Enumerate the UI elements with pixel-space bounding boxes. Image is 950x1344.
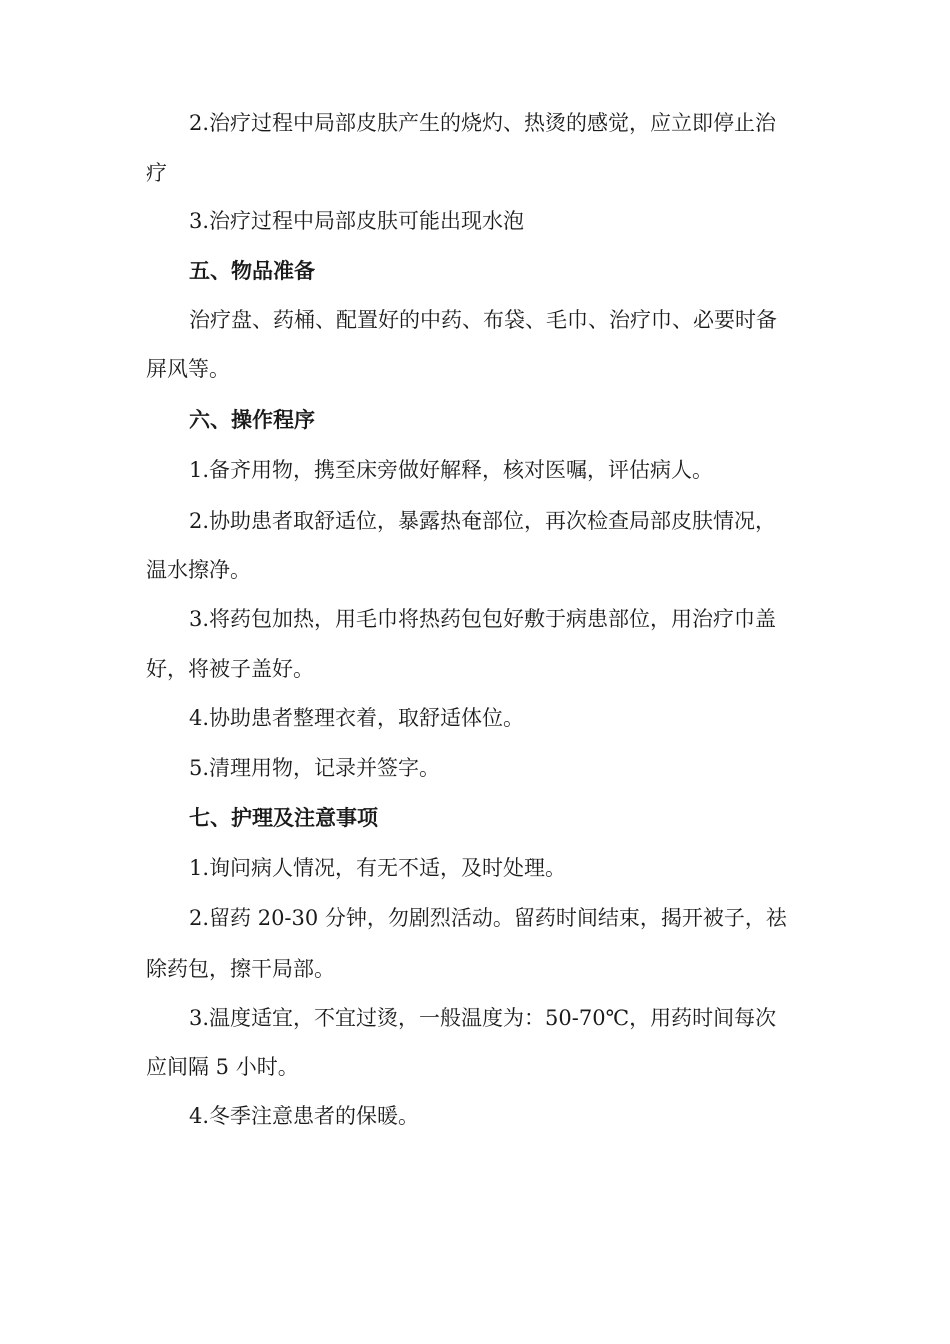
section-heading: 六、操作程序: [189, 407, 315, 432]
paragraph-line: 2.协助患者取舒适位，暴露热奄部位，再次检查局部皮肤情况，: [189, 509, 777, 533]
paragraph-line: 1.备齐用物，携至床旁做好解释，核对医嘱，评估病人。: [189, 458, 714, 482]
paragraph-line: 3.治疗过程中局部皮肤可能出现水泡: [189, 209, 525, 233]
paragraph-line: 应间隔 5 小时。: [146, 1055, 299, 1079]
paragraph-line: 治疗盘、药桶、配置好的中药、布袋、毛巾、治疗巾、必要时备: [189, 308, 777, 332]
paragraph-line: 温水擦净。: [146, 558, 251, 582]
paragraph-line: 2.留药 20-30 分钟，勿剧烈活动。留药时间结束，揭开被子，祛: [189, 906, 787, 930]
section-heading: 五、物品准备: [189, 258, 315, 283]
paragraph-line: 疗: [146, 161, 167, 185]
paragraph-line: 好，将被子盖好。: [146, 657, 314, 681]
paragraph-line: 3.将药包加热，用毛巾将热药包包好敷于病患部位，用治疗巾盖: [189, 607, 777, 631]
paragraph-line: 除药包，擦干局部。: [146, 957, 335, 981]
paragraph-line: 3.温度适宜，不宜过烫，一般温度为：50-70℃，用药时间每次: [189, 1006, 777, 1030]
paragraph-line: 4.冬季注意患者的保暖。: [189, 1104, 420, 1128]
paragraph-line: 4.协助患者整理衣着，取舒适体位。: [189, 706, 525, 730]
paragraph-line: 屏风等。: [146, 357, 230, 381]
paragraph-line: 2.治疗过程中局部皮肤产生的烧灼、热烫的感觉，应立即停止治: [189, 111, 777, 135]
paragraph-line: 1.询问病人情况，有无不适，及时处理。: [189, 856, 567, 880]
section-heading: 七、护理及注意事项: [189, 805, 378, 830]
paragraph-line: 5.清理用物，记录并签字。: [189, 756, 441, 780]
